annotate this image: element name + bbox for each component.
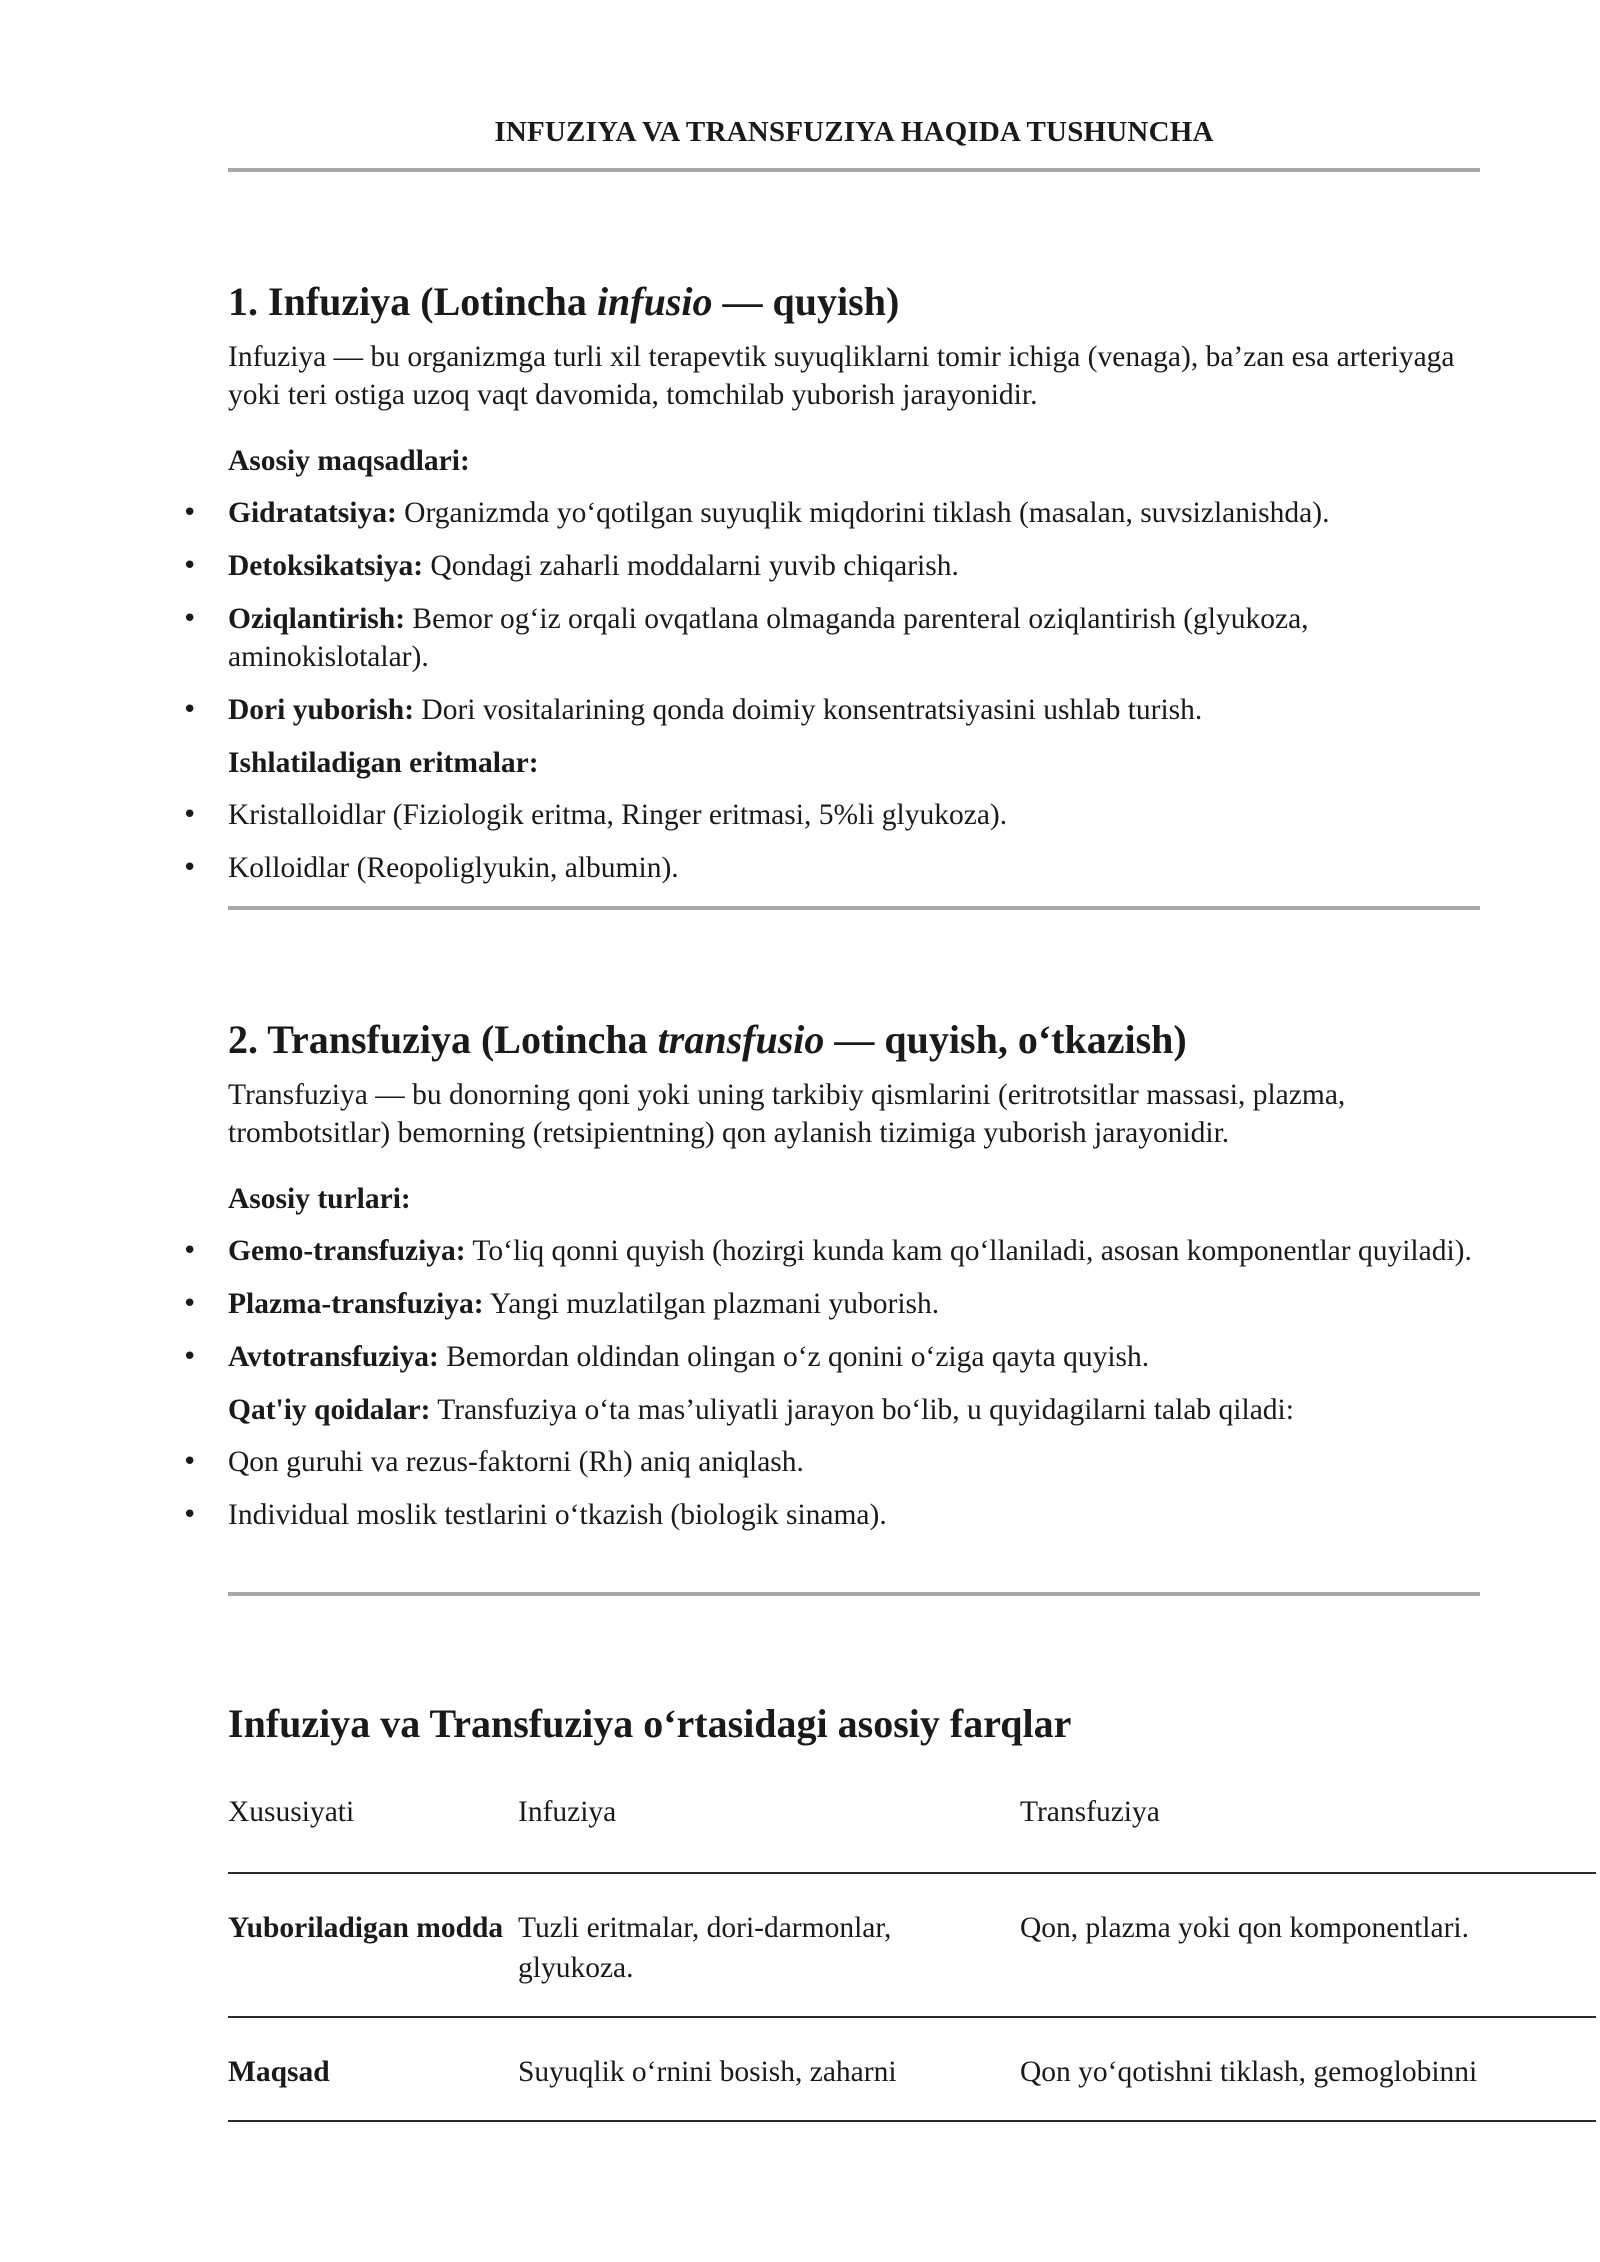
bullet-icon: •	[182, 1500, 198, 1530]
section-transfuziya-heading	[228, 1016, 1480, 1064]
types-list	[182, 1232, 1480, 1376]
comparison-title: Infuziya va Transfuziya o‘rtasidagi asosiy farqlar	[228, 1701, 1072, 1746]
bullet-icon: •	[182, 800, 198, 830]
header-divider	[228, 168, 1480, 172]
list-item	[182, 849, 1480, 887]
list-item-text: Kolloidlar (Reopoliglyukin, albumin).	[228, 852, 679, 884]
column-header-infuziya: Infuziya	[518, 1790, 1020, 1873]
solutions-list	[182, 796, 1480, 887]
section-infuziya	[182, 278, 1480, 887]
list-item-term: Avtotransfuziya:	[228, 1341, 439, 1373]
section-infuziya-intro: Infuziya — bu organizmga turli xil terapevtik suyuqliklarni tomir ichiga (venaga), ba’zan esa arteriyaga yoki teri ostiga uzoq vaqt davomida, tomchilab yuborish jarayonidir.	[228, 341, 1455, 411]
column-header-transfuziya: Transfuziya	[1020, 1790, 1596, 1873]
list-item-term: Detoksikatsiya:	[228, 550, 424, 582]
list-item-text: Qondagi zaharli moddalarni yuvib chiqarish.	[423, 550, 959, 582]
table-cell-infuziya: Suyuqlik o‘rnini bosish, zaharni	[518, 2017, 1020, 2121]
list-item-term: Dori yuborish:	[228, 694, 415, 726]
list-item-text: Bemordan oldindan olingan o‘z qonini o‘ziga qayta quyish.	[438, 1341, 1150, 1373]
list-item	[182, 600, 1480, 676]
column-header-feature: Xususiyati	[228, 1790, 518, 1873]
heading-prefix: 1. Infuziya (Lotincha	[228, 279, 597, 324]
heading-prefix: 2. Transfuziya (Lotincha	[228, 1017, 658, 1062]
list-item	[182, 691, 1480, 729]
list-item	[182, 547, 1480, 585]
list-item-text: Kristalloidlar (Fiziologik eritma, Ringer eritmasi, 5%li glyukoza).	[228, 799, 1008, 831]
list-item	[182, 494, 1480, 532]
section-transfuziya	[182, 1016, 1480, 1534]
bullet-icon: •	[182, 1289, 198, 1319]
heading-latin-term: infusio	[596, 279, 713, 324]
goals-heading: Asosiy maqsadlari:	[228, 445, 470, 477]
list-item-term: Gemo-transfuziya:	[228, 1235, 466, 1267]
table-cell-transfuziya: Qon yo‘qotishni tiklash, gemoglobinni	[1020, 2017, 1596, 2121]
list-item-text: Individual moslik testlarini o‘tkazish (biologik sinama).	[228, 1499, 887, 1531]
bullet-icon: •	[182, 551, 198, 581]
rules-text: Transfuziya o‘ta mas’uliyatli jarayon bo‘lib, u quyidagilarni talab qiladi:	[430, 1394, 1294, 1426]
bullet-icon: •	[182, 1236, 198, 1266]
rules-intro	[228, 1391, 1480, 1429]
list-item-term: Plazma-transfuziya:	[228, 1288, 484, 1320]
list-item-text: To‘liq qonni quyish (hozirgi kunda kam qo‘llaniladi, asosan komponentlar quyiladi).	[465, 1235, 1472, 1267]
list-item-term: Oziqlantirish:	[228, 603, 406, 635]
bullet-icon: •	[182, 1342, 198, 1372]
section-divider	[228, 1592, 1480, 1596]
heading-suffix: — quyish, o‘tkazish)	[824, 1017, 1187, 1062]
list-item	[182, 796, 1480, 834]
bullet-icon: •	[182, 695, 198, 725]
list-item	[182, 1338, 1480, 1376]
rules-term: Qat'iy qoidalar:	[228, 1394, 431, 1426]
list-item	[182, 1285, 1480, 1323]
list-item-text: Dori vositalarining qonda doimiy konsentratsiyasini ushlab turish.	[414, 694, 1203, 726]
bullet-icon: •	[182, 498, 198, 528]
table-row	[228, 1873, 1596, 2017]
list-item	[182, 1443, 1480, 1481]
heading-latin-term: transfusio	[657, 1017, 825, 1062]
section-infuziya-heading	[228, 278, 1480, 326]
heading-suffix: — quyish)	[712, 279, 900, 324]
bullet-icon: •	[182, 1447, 198, 1477]
list-item-text: Organizmda yo‘qotilgan suyuqlik miqdorini tiklash (masalan, suvsizlanishda).	[396, 497, 1330, 529]
table-cell-infuziya: Tuzli eritmalar, dori-darmonlar, glyukoza.	[518, 1873, 1020, 2017]
list-item-term: Gidratatsiya:	[228, 497, 397, 529]
list-item-text: Bemor og‘iz orqali ovqatlana olmaganda parenteral oziqlantirish (glyukoza, aminokislotalar).	[228, 603, 1309, 673]
list-item-text: Qon guruhi va rezus-faktorni (Rh) aniq aniqlash.	[228, 1446, 804, 1478]
table-row	[228, 2017, 1596, 2121]
goals-list	[182, 494, 1480, 729]
rules-list	[182, 1443, 1480, 1534]
list-item	[182, 1496, 1480, 1534]
comparison-table	[228, 1790, 1596, 2122]
table-cell-transfuziya: Qon, plazma yoki qon komponentlari.	[1020, 1873, 1596, 2017]
table-cell-feature: Maqsad	[228, 2017, 518, 2121]
solutions-heading: Ishlatiladigan eritmalar:	[228, 747, 539, 779]
table-cell-feature: Yuboriladigan modda	[228, 1873, 518, 2017]
bullet-icon: •	[182, 604, 198, 634]
document-header-title: INFUZIYA VA TRANSFUZIYA HAQIDA TUSHUNCHA	[494, 116, 1214, 148]
list-item	[182, 1232, 1480, 1270]
bullet-icon: •	[182, 853, 198, 883]
section-divider	[228, 906, 1480, 910]
types-heading: Asosiy turlari:	[228, 1183, 411, 1215]
table-header-row	[228, 1790, 1596, 1873]
list-item-text: Yangi muzlatilgan plazmani yuborish.	[483, 1288, 940, 1320]
section-transfuziya-intro: Transfuziya — bu donorning qoni yoki uning tarkibiy qismlarini (eritrotsitlar massasi, plazma, trombotsitlar) bemorning (retsipientning) qon aylanish tizimiga yuborish jarayonidir.	[228, 1079, 1346, 1149]
